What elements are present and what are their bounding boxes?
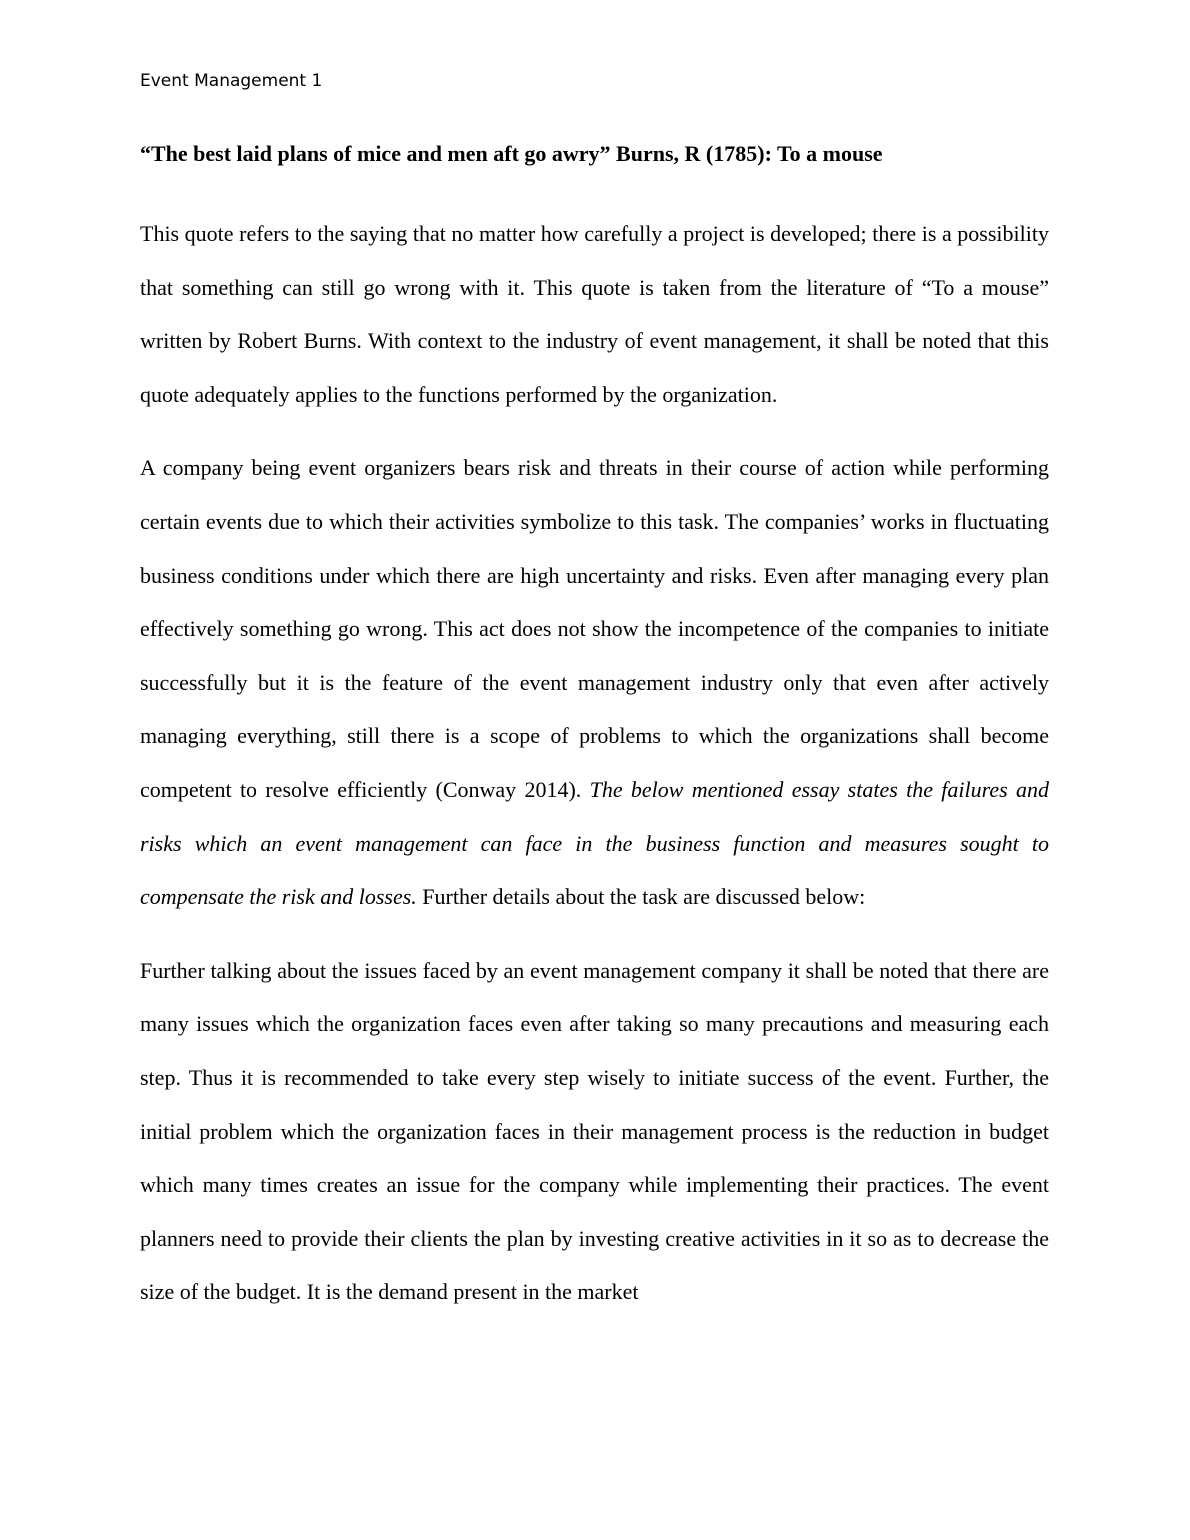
italic-thesis-statement: The below mentioned essay states the failures and risks which an event management can face in the business function and measures sought to compensate the risk and losses. — [140, 776, 1050, 910]
paragraph-issues: Further talking about the issues faced by an event management company it shall be noted that there are many issues which the organization faces even after taking so many precautions and measuring each step. Thus it is recommended to take every step wisely to initiate success of the event. Further, the initial problem which the organization faces in their management process is the reduction in budget which many times creates an issue for the company while implementing their practices. The event planners need to provide their clients the plan by investing creative activities in it so as to decrease the size of the budget. It is the demand present in the market — [140, 957, 1049, 1305]
paragraph-company-risk — [140, 441, 1049, 923]
document-body — [140, 138, 1049, 1319]
paragraph-intro: This quote refers to the saying that no matter how carefully a project is developed; there is a possibility that something can still go wrong with it. This quote is taken from the literature of “To a mouse” written by Robert Burns. With context to the industry of event management, it shall be noted that this quote adequately applies to the functions performed by the organization. — [140, 221, 1049, 407]
paragraph-text: Further details about the task are discussed below: — [416, 884, 866, 910]
paragraph-text: A company being event organizers bears risk and threats in their course of action while performing certain events due to which their activities symbolize to this task. The companies’ works in fluctuating business conditions under which there are high uncertainty and risks. Even after managing every plan effectively something go wrong. This act does not show the incompetence of the companies to initiate successfully but it is the feature of the event management industry only that even after actively managing everything, still there is a scope of problems to which the organizations shall become competent to resolve efficiently (Conway 2014). — [140, 455, 1049, 802]
document-title: “The best laid plans of mice and men aft go awry” Burns, R (1785): To a mouse — [140, 141, 883, 166]
running-header: Event Management 1 — [140, 71, 323, 91]
